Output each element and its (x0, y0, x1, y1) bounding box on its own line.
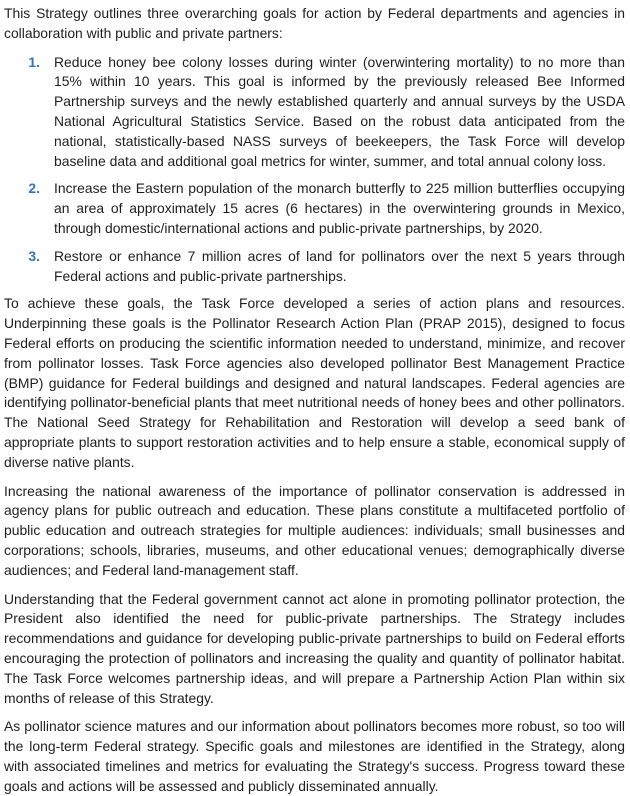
goal-item-1 (4, 53, 625, 172)
body-paragraph-action-plans: To achieve these goals, the Task Force developed a series of action plans and resources. Underpinning these goals is the Pollinator Research Action Plan (PRAP 2015), designed to focus Federal efforts on producing the scientific information needed to understand, minimize, and recover from pollinator losses. Task Force agencies also developed pollinator Best Management Practice (BMP) guidance for Federal buildings and designed and natural landscapes. Federal agencies are identifying pollinator-beneficial plants that meet nutritional needs of honey bees and other pollinators. The National Seed Strategy for Rehabilitation and Restoration will develop a seed bank of appropriate plants to support restoration activities and to help ensure a stable, economical supply of diverse native plants. (4, 295, 625, 470)
goal-number: 2. (28, 180, 40, 197)
goal-number: 3. (28, 247, 40, 264)
goals-list (4, 53, 625, 287)
goal-number: 1. (28, 53, 40, 70)
body-paragraph-partnerships: Understanding that the Federal government cannot act alone in promoting pollinator protection, the President also identified the need for public-private partnerships. The Strategy includes recommendations and guidance for developing public-private partnerships to build on Federal efforts encouraging the protection of pollinators and increasing the quality and quantity of pollinator habitat. The Task Force welcomes partnership ideas, and will prepare a Partnership Action Plan within six months of release of this Strategy. (4, 590, 625, 706)
intro-paragraph: This Strategy outlines three overarching goals for action by Federal departments and agencies in collaboration with public and private partners: (4, 5, 625, 41)
body-paragraph-outreach: Increasing the national awareness of the importance of pollinator conservation is addressed in agency plans for public outreach and education. These plans constitute a multifaceted portfolio of public education and outreach strategies for multiple audiences: individuals; small businesses and corporations; schools, libraries, museums, and other educational venues; demographically diverse audiences; and Federal land-management staff. (4, 482, 625, 578)
goal-text: Increase the Eastern population of the monarch butterfly to 225 million butterflies occupying an area of approximately 15 acres (6 hectares) in the overwintering grounds in Mexico, through domestic/international actions and public-private partnerships, by 2020. (54, 180, 625, 236)
goal-item-2 (4, 179, 625, 238)
goal-item-3 (4, 247, 625, 287)
goal-text: Restore or enhance 7 million acres of land for pollinators over the next 5 years through Federal actions and public-private partnerships. (54, 247, 625, 284)
body-paragraph-long-term-strategy: As pollinator science matures and our information about pollinators becomes more robust, so too will the long-term Federal strategy. Specific goals and milestones are identified in the Strategy, along with associated timelines and metrics for evaluating the Strategy's success. Progress toward these goals and actions will be assessed and publicly disseminated annually. (4, 718, 625, 794)
goal-text: Reduce honey bee colony losses during winter (overwintering mortality) to no more than 15% within 10 years. This goal is informed by the previously released Bee Informed Partnership surveys and the newly established quarterly and annual surveys by the USDA National Agricultural Statistics Service. Based on the robust data anticipated from the national, statistically-based NASS surveys of beekeepers, the Task Force will develop baseline data and additional goal metrics for winter, summer, and total annual colony loss. (54, 53, 625, 169)
